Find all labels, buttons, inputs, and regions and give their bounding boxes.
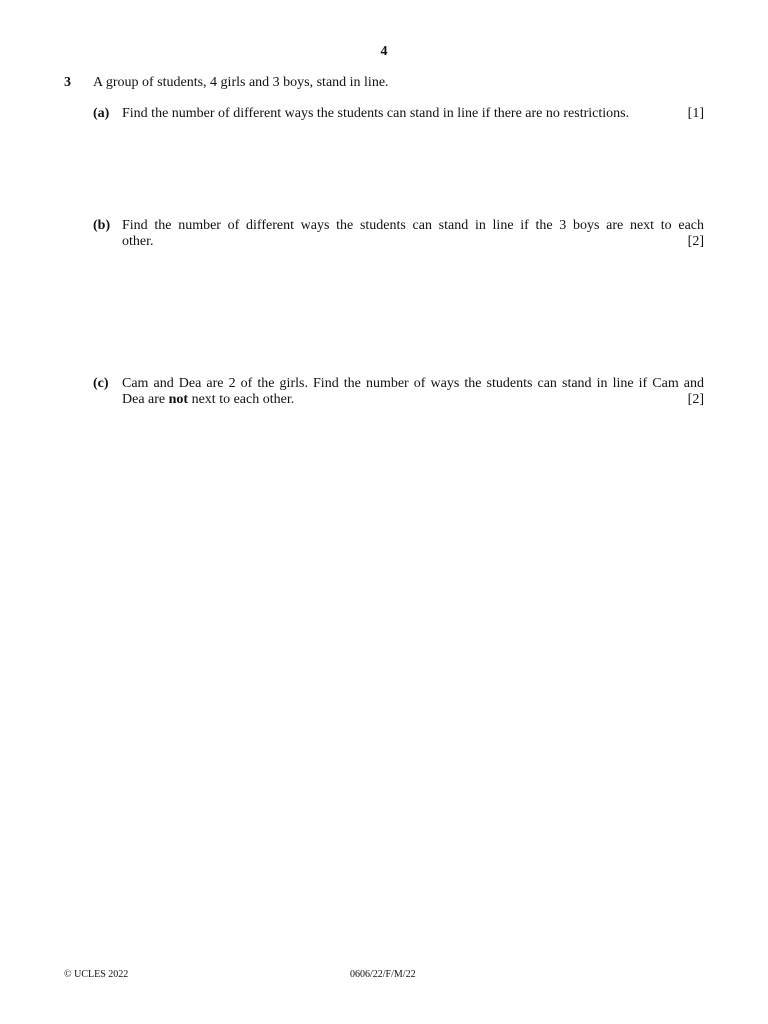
part-b-marks: [2] (687, 234, 704, 249)
part-b-text-block (122, 218, 704, 250)
part-c-marks: [2] (687, 392, 704, 407)
page-number: 4 (380, 44, 388, 59)
part-b (93, 218, 704, 250)
part-c-text-line1: Cam and Dea are 2 of the girls. Find the number of ways the students can stand in line if Cam and (122, 376, 704, 391)
part-c-text-line2-bold: not (168, 392, 189, 407)
part-c-text-line2-post: next to each other. (188, 392, 295, 407)
part-a-text: Find the number of different ways the students can stand in line if there are no restrictions. (122, 106, 630, 121)
question-stem: A group of students, 4 girls and 3 boys, stand in line. (93, 75, 389, 90)
part-b-text-line2: other. (122, 234, 154, 249)
part-c-text-line2-pre: Dea are (122, 392, 169, 407)
footer-copyright: © UCLES 2022 (64, 969, 129, 980)
part-a-text-row (122, 106, 704, 122)
part-c-text-line2-row (122, 392, 704, 408)
part-c-text-line2 (122, 392, 294, 408)
part-c-label: (c) (93, 376, 109, 391)
part-a (93, 106, 704, 122)
part-c-text-block (122, 376, 704, 408)
part-b-text-line2-row (122, 234, 704, 250)
footer-code: 0606/22/F/M/22 (350, 969, 416, 980)
part-b-text-line1: Find the number of different ways the students can stand in line if the 3 boys are next to each (122, 218, 704, 233)
part-b-label: (b) (93, 218, 111, 233)
part-a-label: (a) (93, 106, 110, 121)
question-number: 3 (64, 75, 71, 90)
part-a-marks: [1] (687, 106, 704, 121)
part-c (93, 376, 704, 408)
